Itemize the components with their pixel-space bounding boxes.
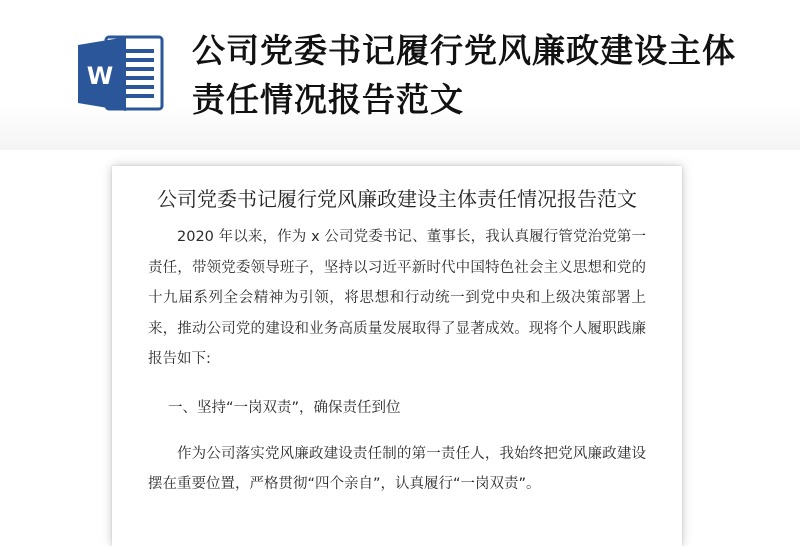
document-title: 公司党委书记履行党风廉政建设主体责任情况报告范文 — [157, 187, 637, 211]
section-heading: 一、坚持“一岗双责”，确保责任到位 — [168, 399, 401, 416]
document-page — [112, 166, 682, 546]
logo-letter: W — [86, 62, 114, 90]
word-document-icon — [76, 33, 166, 113]
paragraph-2: 作为公司落实党风廉政建设责任制的第一责任人，我始终把党风廉政建设摆在重要位置，严格贯彻“四个亲自”，认真履行“一岗双责”。 — [148, 445, 646, 492]
banner-title: 公司党委书记履行党风廉政建设主体责任情况报告范文 — [192, 31, 736, 119]
paragraph-1: 2020 年以来，作为 x 公司党委书记、董事长，我认真履行管党治党第一责任，带领党委领导班子，坚持以习近平新时代中国特色社会主义思想和党的十九届系列全会精神为引领，将思想和行动统一到党中央和上级决策部署上来，推动公司党的建设和业务高质量发展取得了显著成效。现将个人履职践廉报告如下: — [148, 229, 646, 367]
header-banner — [0, 0, 800, 150]
